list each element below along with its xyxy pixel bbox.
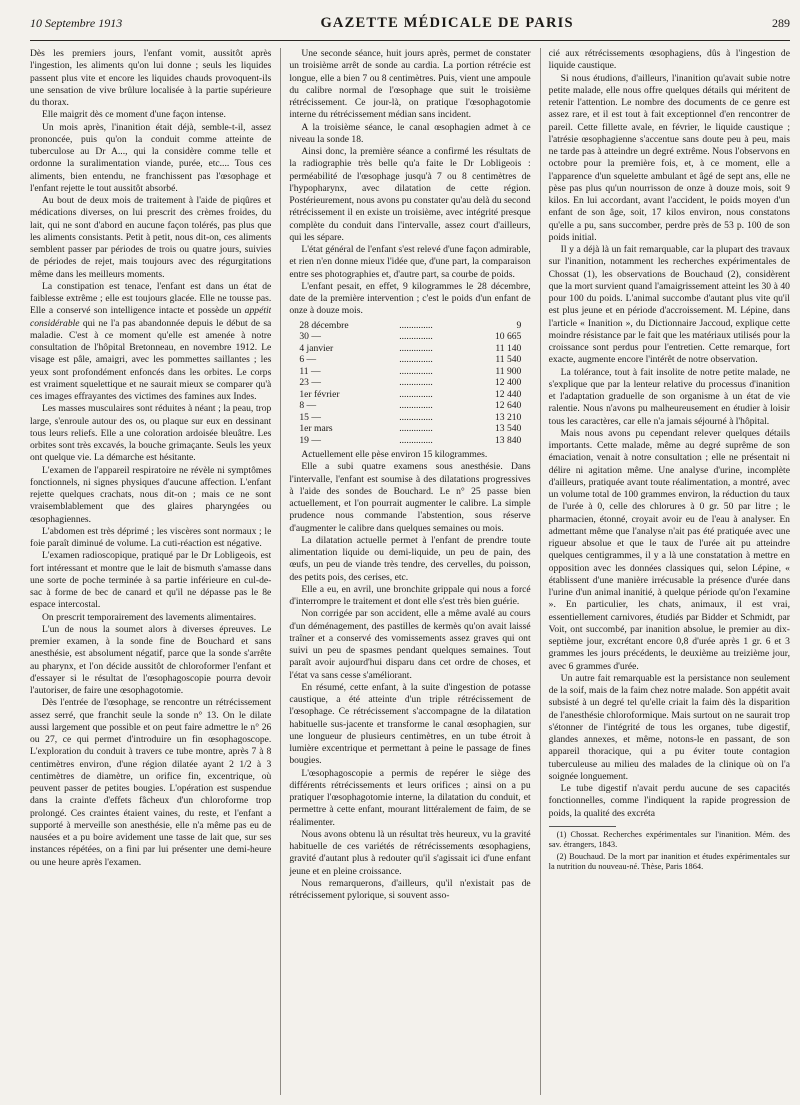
paragraph: Une seconde séance, huit jours après, permet de constater un troisième arrêt de sonde au cardia. La portion rétrécie est longue, elle a bien 7 ou 8 centimètres. Puis, vient une ampoule du calibre normal de l'œsophage que suit le troisième rétrécissement. Ce jour-là, on pratique l'œsophagotomie interne du rétrécissement médian sans incident. — [289, 48, 531, 121]
leader-dots: .............. — [399, 354, 433, 365]
weight-value: 11 140 — [495, 342, 522, 354]
weight-value: 12 640 — [494, 400, 522, 411]
journal-title: GAZETTE MÉDICALE DE PARIS — [320, 14, 574, 31]
leader-dots: .............. — [399, 319, 433, 331]
paragraph: En résumé, cette enfant, à la suite d'ingestion de potasse caustique, a été atteinte d'un triple rétrécissement de l'œsophage. Ce rétrécissement s'accompagne de la dilatation habituelle sus-jacente et transforme le canal œsophagien, sur une longueur de plusieurs centimètres, en un tube étroit à lumière excentrique et permettant à peine le passage de fines bougies. — [289, 681, 531, 767]
weight-row — [299, 366, 521, 378]
paragraph: On prescrit temporairement des lavements alimentaires. — [42, 611, 257, 623]
weight-value: 10 665 — [494, 331, 522, 342]
paragraph: Elle a eu, en avril, une bronchite grippale qui nous a forcé d'interrompre le traitement et dont elle s'est très bien guérie. — [289, 583, 531, 607]
weight-value: 9 — [516, 319, 522, 331]
weight-date: 15 — — [299, 411, 321, 423]
weight-table — [299, 320, 521, 447]
header-rule — [30, 40, 790, 41]
issue-date: 10 Septembre 1913 — [30, 15, 123, 30]
weight-row — [299, 331, 521, 343]
weight-value: 13 210 — [494, 411, 522, 423]
paragraph: Un autre fait remarquable est la persistance non seulement de la soif, mais de la faim chez notre malade. Son appétit avait subsisté à un degré tel qu'elle criait la faim dès la disparition de l'anesthésie chloroformique. Mais surtout on ne saurait trop s'étonner de l'intégrité de tous les organes, tube digestif, glandes annexes, et même, notons-le en passant, de son appareil thoracique, qui a pu éviter toute contagion tuberculeuse au milieu des malades de la clinique où on l'a soignée longuement. — [548, 672, 790, 782]
column-middle — [280, 48, 530, 1095]
paragraph-text: qui ne l'a pas abandonnée depuis le début de sa maladie. C'est à ce moment qu'elle est amenée à notre consultation de l'hôpital Bretonneau, en novembre 1912. Le visage est pâle, amaigri, avec les pommettes saillantes ; les yeux sont profondément enfoncés dans les orbites. Le corps est vraiment squelettique et ne saurait mieux se comparer qu'à ces images effrayantes des victimes des famines aux Indes. — [30, 317, 272, 402]
weight-value: 12 440 — [494, 388, 522, 400]
footnote-rule — [549, 826, 617, 827]
paragraph: L'examen de l'appareil respiratoire ne révèle ni symptômes fonctionnels, ni signes physiques d'aucune affection. L'enfant rejette quelques crachats, nous dit-on ; mais ce ne sont vraisemblablement que des glaires pharyngées ou œsophagiennes. — [30, 464, 272, 525]
footnote: (2) Bouchaud. De la mort par inanition et études expérimentales sur la nutrition du nouveau-né. Thèse, Paris 1864. — [548, 851, 790, 871]
paragraph: Le tube digestif n'avait perdu aucune de ses capacités fonctionnelles, comme l'indiquent la rapide progression de poids, la qualité des excréta — [548, 783, 790, 819]
paragraph: La tolérance, tout à fait insolite de notre petite malade, ne s'explique que par la lenteur relative du processus d'inanition et l'adaptation graduelle de son organisme à un état de vie ralentie. Nous n'avons pu malheureusement en étudier à loisir tous les caractères, car elle n'a jamais séjourné à l'hôpital. — [548, 366, 790, 427]
leader-dots: .............. — [399, 342, 433, 354]
weight-date: 6 — — [299, 354, 317, 365]
paragraph: Dès les premiers jours, l'enfant vomit, aussitôt après l'ingestion, les aliments qu'on lui donne ; seuls les liquides passent plus vite et encore les liquides chauds provoquent-ils une sensation de vive brûlure localisée à la partie supérieure du thorax. — [30, 48, 272, 108]
weight-row — [299, 354, 521, 366]
emphasis: appétit considérable — [30, 305, 272, 329]
weight-value: 11 540 — [495, 354, 522, 365]
paragraph: Les masses musculaires sont réduites à néant ; la peau, trop large, s'enroule autour des os, ou plaque sur eux en dessinant tous leurs reliefs. Elle a une coloration ardoisée bleuâtre. Les orbites sont très excavés, la bouche grimaçante. Seuls les yeux ont quelque vie. La démarche est hésitante. — [30, 403, 272, 464]
weight-date: 4 janvier — [299, 342, 334, 354]
weight-date: 11 — — [299, 365, 321, 377]
weight-row — [299, 343, 521, 355]
weight-row — [299, 377, 521, 389]
weight-date: 30 — — [299, 331, 321, 342]
weight-date: 19 — — [299, 434, 321, 446]
paragraph: A la troisième séance, le canal œsophagien admet à ce niveau la sonde 18. — [289, 121, 531, 145]
leader-dots: .............. — [399, 388, 433, 400]
weight-value: 13 540 — [494, 423, 522, 434]
paragraph: Si nous étudions, d'ailleurs, l'inanition qu'avait subie notre petite malade, elle nous offre quelques détails qui méritent de retenir l'attention. Le nombre des documents de ce genre est assez rare, et il est tout à fait exceptionnel d'en rencontrer de pareil. Cette fillette avale, en février, le liquide caustique ; l'atrésie œsophagienne s'accentue sans doute peu à peu, mais ne tarde pas à atteindre un degré extrême. Nous l'observons en octobre pour la première fois, et, à ce moment, elle a l'apparence d'un squelette ambulant et âgé de sept ans, elle ne pèse pas plus qu'un nourrisson de onze à douze mois, soit 9 kilos. En lui accordant, avant l'accident, le poids moyen d'un enfant de son âge, soit, 17 kilos environ, nous constatons qu'elle a pu, sans succomber, perdre près de 53 p. 100 de son poids initial. — [548, 72, 790, 243]
weight-row — [299, 412, 521, 424]
paragraph-text: La constipation est tenace, l'enfant est dans un état de faiblesse extrême ; elle est toujours glacée. Elle ne tousse pas. Elle a conservé son intelligence intacte et possède un — [30, 280, 272, 317]
weight-row — [299, 389, 521, 401]
leader-dots: .............. — [399, 377, 433, 388]
paragraph: cié aux rétrécissements œsophagiens, dûs à l'ingestion de liquide caustique. — [548, 48, 790, 72]
weight-date: 8 — — [299, 400, 317, 411]
weight-value: 11 900 — [495, 365, 522, 377]
paragraph: Dès l'entrée de l'œsophage, se rencontre un rétrécissement assez serré, que franchit seule la sonde n° 13. On le dilate aussi largement que possible et on peut faire admettre le n° 26 ou 27, ce qui permet d'introduire un fin œsophagoscope. L'exploration du conduit à travers ce tube montre, après 7 à 8 centimètres environ, d'une région dilatée ayant 2 1/2 à 3 centimètres de diamètre, un orifice fin, excentrique, où peuvent passer de petites bougies. L'opération est suspendue dans la crainte d'effets fâcheux d'un chloroforme trop prolongé. Ces craintes étaient vaines, du reste, et l'enfant a supporté à merveille son anesthésie, elle n'a même pas eu de nausées et a pu boire avidement une tasse de lait que, sur ses instances répétées, on a fini par lui présenter une demi-heure ou une heure après l'examen. — [30, 697, 272, 868]
paragraph: Elle maigrit dès ce moment d'une façon intense. — [42, 109, 226, 121]
paragraph: Non corrigée par son accident, elle a même avalé au cours d'un déménagement, des pastilles de kermès qu'on avait laissé traîner et a conservé des vomissements assez graves qui ont suivi un peu de spasmes pendant quelques semaines. Tout paraît avoir aujourd'hui disparu dans cet ordre de choses, et l'état va sans cesse s'améliorant. — [289, 608, 531, 681]
column-left — [30, 48, 271, 1095]
leader-dots: .............. — [399, 434, 433, 446]
paragraph: La dilatation actuelle permet à l'enfant de prendre toute alimentation liquide ou demi-liquide, un peu de pain, des œufs, un peu de viande très tendre, des cervelles, du poisson, des petits pois, des cerises, etc. — [289, 534, 531, 583]
footnote: (1) Chossat. Recherches expérimentales sur l'inanition. Mém. des sav. étrangers, 1843. — [548, 829, 790, 849]
paragraph: L'œsophagoscopie a permis de repérer le siège des différents rétrécissements et leurs orifices ; ainsi on a pu pratiquer l'œsophagotomie interne, la dilatation du conduit, et permettre à cette enfant, mourant littéralement de faim, de se réalimenter. — [289, 767, 531, 828]
leader-dots: .............. — [399, 331, 433, 342]
weight-date: 1er février — [299, 388, 340, 400]
paragraph: Nous remarquerons, d'ailleurs, qu'il n'existait pas de rétrécissement pylorique, si souvent asso- — [289, 877, 531, 901]
leader-dots: .............. — [399, 411, 433, 423]
paragraph: Il y a déjà là un fait remarquable, car la plupart des travaux sur l'inanition, notamment les recherches expérimentales de Chossat (1), les observations de Bouchaud (2), considèrent que la mort survient quand l'amaigrissement atteint les 30 à 40 pour 100 du poids. L'animal succombe d'autant plus vite qu'il est plus jeune et en période d'accroissement. M. Lépine, dans l'article « Inanition », du Dictionnaire Jaccoud, explique cette moindre résistance par le fait que les matériaux utilisés pour la croissance sont perdus pour l'entretien. Cette remarque, fort exacte, augmente encore l'intérêt de notre observation. — [548, 244, 790, 366]
paragraph: Actuellement elle pèse environ 15 kilogrammes. — [301, 449, 488, 460]
text-columns — [30, 48, 790, 1095]
page-number: 289 — [772, 15, 790, 30]
paragraph: Un mois après, l'inanition était déjà, semble-t-il, assez prononcée, puis qu'on la conduit comme atteinte de tuberculose au Dr A..., qui la considère comme telle et ordonne la suralimentation viande, purée, etc.... Tous ces aliments, bien entendu, ne franchissent pas l'œsophage et l'enfant rejette le tout aussitôt absorbé. — [30, 121, 272, 194]
weight-row — [299, 400, 521, 412]
weight-row — [299, 423, 521, 435]
weight-date: 28 décembre — [299, 319, 349, 331]
weight-date: 23 — — [299, 377, 321, 388]
paragraph: L'un de nous la soumet alors à diverses épreuves. Le premier examen, à la sonde fine de Bouchard et sans anesthésie, est absolument négatif, parce que la sonde s'arrête au pharynx, et l'on décide aussitôt de chloroformer l'enfant et d'essayer si le résultat de l'œsophagoscopie pourra devoir l'autoriser, de faire une œsophagotomie. — [30, 623, 272, 696]
paragraph: Ainsi donc, la première séance a confirmé les résultats de la radiographie très belle qu'a faite le Dr Lobligeois : perméabilité de l'œsophage jusqu'à 7 ou 8 centimètres de l'hypopharynx, avec dilatation de cette région. Postérieurement, nous avons pu constater qu'au delà du second rétrécissement il en existe un troisième, avec intégrité presque complète du conduit dans l'intervalle, assez court d'ailleurs, qui les sépare. — [289, 146, 531, 243]
paragraph: Au bout de deux mois de traitement à l'aide de piqûres et médications diverses, on lui prescrit des crèmes froides, du lait, qui ne sont d'abord en aucune façon tolérés, pas plus que les aliments consistants. Petit à petit, nous dit-on, ces aliments semblent passer par périodes de trois ou quatre jours, suivies de périodes de rejet, mais toujours avec des régurgitations même dans les meilleurs moments. — [30, 195, 272, 280]
leader-dots: .............. — [399, 423, 433, 434]
weight-date: 1er mars — [299, 423, 333, 434]
weight-value: 12 400 — [494, 377, 522, 388]
paragraph: Mais nous avons pu cependant relever quelques détails importants. Cette malade, même au degré suprême de son émaciation, venait à notre consultation ; elle ne présentait ni délire ni agitation même. Une analyse d'urine, incomplète d'ailleurs, pratiquée avant toute réalimentation, a montré, avec un volume total de 100 grammes environ, la réduction du taux de l'urée à 0, celle des chlorures à 0 gr. 50 par litre ; le pharmacien, étonné, croyait avoir eu de l'eau à analyser. En admettant même que l'analyse n'ait pas été pratiquée avec une rigueur absolue et que le taux de l'urée ait pu atteindre quelques centigrammes, il y a là une constatation à mettre en opposition avec les données classiques qui, selon Lépine, « établissent d'une manière irrécusable la présence d'urée dans l'urine d'un animal inanitié, à quelque période qu'on l'examine ». En particulier, les chats, animaux, il est vrai, essentiellement carnivores, étudiés par Bidder et Schmidt, par Voit, ont succombé, par inanition absolue, le premier au dix-septième jour, excrétant encore 0,8 d'urée après 1 gr. 6 et 3 grammes les jours précédents, le deuxième au treizième jour, avec 6 grammes d'urée. — [548, 427, 790, 672]
leader-dots: .............. — [399, 400, 433, 411]
paragraph: Nous avons obtenu là un résultat très heureux, vu la gravité habituelle de ces variétés de rétrécissements œsophagiens, gravité d'autant plus à redouter qu'il s'agissait ici d'une enfant jeune et en pleine croissance. — [289, 828, 531, 877]
paragraph: L'état général de l'enfant s'est relevé d'une façon admirable, et rien n'en donne mieux l'idée que, d'une part, la comparaison entre ses photographies et, d'autre part, sa courbe de poids. — [289, 244, 531, 280]
weight-row — [299, 435, 521, 447]
leader-dots: .............. — [399, 365, 433, 377]
weight-value: 13 840 — [494, 434, 522, 446]
paragraph: Elle a subi quatre examens sous anesthésie. Dans l'intervalle, l'enfant est soumise à des dilatations progressives à l'aide des sondes de Bouchard. Le n° 25 passe bien actuellement, et l'on pourrait augmenter le calibre. La simple prudence nous commande l'abstention, sous réserve d'augmenter le calibre dans quelques semaines ou mois. — [289, 461, 531, 534]
paragraph: L'examen radioscopique, pratiqué par le Dr Lobligeois, est fort intéressant et montre que le lait de bismuth s'amasse dans une sorte de poche terminée à sa partie inférieure en cul-de-sac à forme de bec de canard et qu'il ne dépasse pas le 8e espace intercostal. — [30, 550, 272, 611]
running-header — [30, 8, 790, 38]
paragraph: L'enfant pesait, en effet, 9 kilogrammes le 28 décembre, date de la première intervention ; c'est le poids d'un enfant de onze à douze mois. — [289, 280, 531, 317]
paragraph — [30, 281, 271, 404]
column-right — [540, 48, 790, 1095]
paragraph: L'abdomen est très déprimé ; les viscères sont normaux ; le foie paraît diminué de volume. La cuti-réaction est négative. — [30, 525, 272, 549]
weight-row — [299, 320, 521, 332]
